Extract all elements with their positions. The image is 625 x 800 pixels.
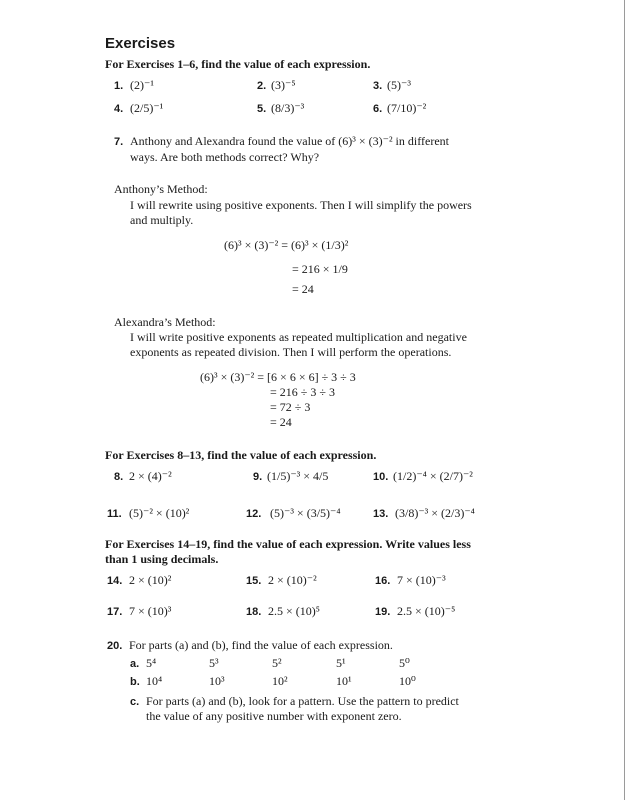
exercise-expression: 2 × (10)⁻²: [268, 573, 317, 587]
power-value: 5⁰: [399, 656, 410, 670]
exercise-number: 13.: [373, 508, 389, 520]
exercise-expression: (5)⁻² × (10)²: [129, 506, 190, 520]
exercise-expression: 2 × (4)⁻²: [129, 469, 172, 483]
exercise-expression: (3/8)⁻³ × (2/3)⁻⁴: [395, 506, 475, 520]
exercise-number: 11.: [107, 508, 122, 520]
power-value: 10³: [209, 674, 225, 688]
exercise-expression: (2)⁻¹: [130, 78, 154, 92]
power-value: 10⁰: [399, 674, 416, 688]
power-value: 5²: [272, 656, 282, 670]
exercise-number: 18.: [246, 606, 262, 618]
exercise-7-text: Anthony and Alexandra found the value of (6)³ × (3)⁻² in different: [130, 134, 449, 148]
exercise-number: 14.: [107, 575, 123, 587]
exercise-number: 16.: [375, 575, 391, 587]
exercise-number: 5.: [257, 103, 267, 115]
exercise-number: 4.: [114, 103, 124, 115]
instruction-ex14-19: than 1 using decimals.: [105, 552, 219, 566]
exercise-number: 10.: [373, 471, 389, 483]
alexandra-method-text: I will write positive exponents as repeated multiplication and negative: [130, 330, 467, 344]
instruction-ex14-19: For Exercises 14–19, find the value of each expression. Write values less: [105, 537, 471, 551]
power-value: 5⁴: [146, 656, 157, 670]
exercise-expression: 2.5 × (10)⁻⁵: [397, 604, 456, 618]
alexandra-method-label: Alexandra’s Method:: [114, 315, 216, 329]
exercise-number: 6.: [373, 103, 383, 115]
power-value: 5³: [209, 656, 219, 670]
alexandra-method-text: exponents as repeated division. Then I will perform the operations.: [130, 345, 452, 359]
alexandra-step: = 72 ÷ 3: [270, 400, 311, 414]
exercise-number: 19.: [375, 606, 391, 618]
exercise-expression: (8/3)⁻³: [271, 101, 305, 115]
exercise-expression: (3)⁻⁵: [271, 78, 296, 92]
exercise-number: 17.: [107, 606, 123, 618]
exercise-number: 9.: [253, 471, 263, 483]
exercise-expression: (5)⁻³: [387, 78, 411, 92]
exercise-number: 3.: [373, 80, 383, 92]
exercise-number: 7.: [114, 136, 124, 148]
exercise-20c-text: the value of any positive number with exponent zero.: [146, 709, 402, 723]
instruction-ex8-13: For Exercises 8–13, find the value of each expression.: [105, 448, 377, 462]
alexandra-step: = 24: [270, 415, 292, 429]
anthony-method-text: and multiply.: [130, 213, 194, 227]
part-label: a.: [130, 658, 140, 670]
exercise-20-text: For parts (a) and (b), find the value of each expression.: [129, 638, 393, 652]
exercise-expression: 7 × (10)⁻³: [397, 573, 446, 587]
power-value: 10²: [272, 674, 288, 688]
exercise-number: 12.: [246, 508, 262, 520]
power-value: 10¹: [336, 674, 352, 688]
exercise-expression: (5)⁻³ × (3/5)⁻⁴: [270, 506, 341, 520]
alexandra-step: (6)³ × (3)⁻² = [6 × 6 × 6] ÷ 3 ÷ 3: [200, 370, 356, 384]
anthony-method-label: Anthony’s Method:: [114, 182, 208, 196]
page-title: Exercises: [105, 35, 176, 52]
part-label: c.: [130, 696, 140, 708]
alexandra-step: = 216 ÷ 3 ÷ 3: [270, 385, 335, 399]
exercise-number: 15.: [246, 575, 262, 587]
exercise-expression: (1/5)⁻³ × 4/5: [267, 469, 329, 483]
anthony-step: = 24: [292, 282, 314, 296]
exercise-number: 1.: [114, 80, 124, 92]
anthony-step: = 216 × 1/9: [292, 262, 348, 276]
anthony-method-text: I will rewrite using positive exponents. Then I will simplify the powers: [130, 198, 472, 212]
part-label: b.: [130, 676, 140, 688]
exercise-number: 8.: [114, 471, 124, 483]
exercise-number: 2.: [257, 80, 267, 92]
exercise-expression: 7 × (10)³: [129, 604, 172, 618]
exercise-20c-text: For parts (a) and (b), look for a pattern. Use the pattern to predict: [146, 694, 459, 708]
anthony-step: (6)³ × (3)⁻² = (6)³ × (1/3)²: [224, 238, 349, 252]
exercise-7-text: ways. Are both methods correct? Why?: [130, 150, 320, 164]
power-value: 10⁴: [146, 674, 163, 688]
exercise-expression: (7/10)⁻²: [387, 101, 427, 115]
exercise-expression: 2.5 × (10)⁵: [268, 604, 320, 618]
exercise-expression: (2/5)⁻¹: [130, 101, 164, 115]
power-value: 5¹: [336, 656, 346, 670]
instruction-ex1-6: For Exercises 1–6, find the value of each expression.: [105, 57, 371, 71]
exercise-expression: 2 × (10)²: [129, 573, 172, 587]
exercise-expression: (1/2)⁻⁴ × (2/7)⁻²: [393, 469, 473, 483]
exercise-number: 20.: [107, 640, 123, 652]
